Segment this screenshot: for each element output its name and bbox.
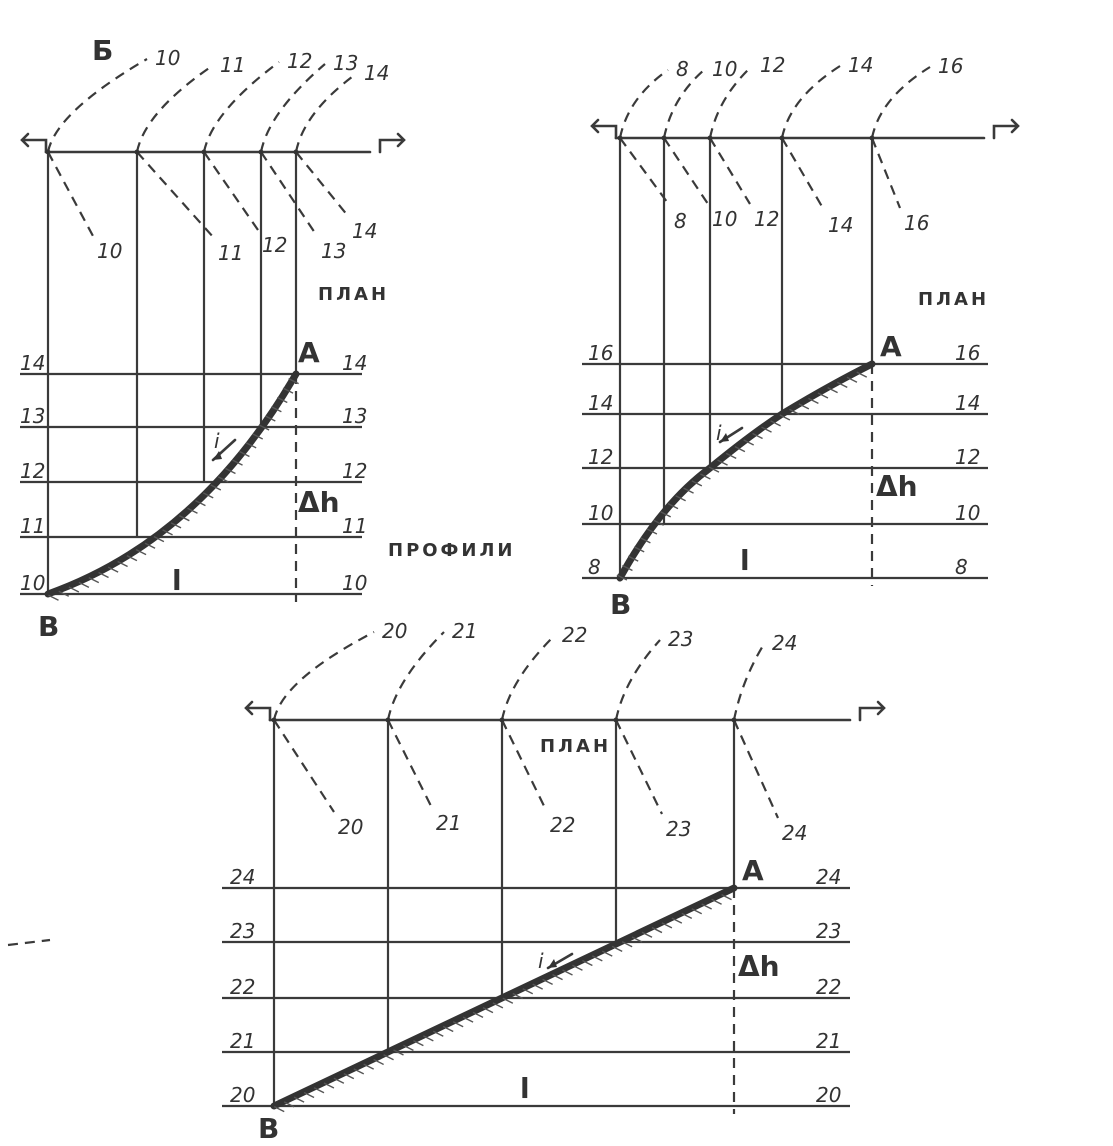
height-label: Δh: [298, 486, 340, 519]
plan-label: ПЛАН: [318, 284, 390, 305]
profile-label: ПРОФИЛИ: [388, 540, 516, 561]
plan-point: [386, 718, 391, 723]
contour-label-bottom: 14: [828, 213, 854, 237]
contour-leader-bottom: [664, 138, 708, 204]
level-label-right: 14: [342, 351, 368, 375]
contour-label-bottom: 10: [97, 239, 123, 263]
contour-label-bottom: 12: [262, 233, 288, 257]
level-label-right: 14: [955, 391, 981, 415]
slope-label: i: [716, 421, 722, 445]
contour-label-top: 10: [712, 57, 738, 81]
level-label-left: 21: [230, 1029, 256, 1053]
contour-leader-bottom: [872, 138, 900, 208]
plan-point: [618, 136, 623, 141]
level-label-right: 16: [955, 341, 981, 365]
contour-leader-top: [388, 632, 444, 720]
section-arrow-left: [592, 120, 616, 138]
contour-label-top: 14: [848, 53, 874, 77]
level-label-left: 10: [20, 571, 46, 595]
contour-leader-bottom: [502, 720, 546, 810]
level-label-left: 14: [588, 391, 614, 415]
contour-leader-top: [137, 66, 212, 152]
contour-leader-bottom: [48, 152, 93, 236]
contour-label-top: 11: [220, 53, 246, 77]
contour-leader-bottom: [782, 138, 824, 210]
contour-leader-top: [274, 632, 374, 720]
contour-label-bottom: 23: [666, 817, 692, 841]
contour-leader-top: [620, 70, 668, 138]
contour-leader-top: [872, 67, 930, 138]
contour-label-top: 16: [938, 54, 964, 78]
contour-label-bottom: 8: [674, 209, 687, 233]
contour-leader-bottom: [204, 152, 258, 230]
level-label-right: 13: [342, 404, 368, 428]
plan-point: [272, 718, 277, 723]
section-arrow-right: [860, 702, 884, 720]
panels: [20, 46, 1018, 1145]
length-label: l: [172, 564, 182, 597]
point-a-label: A: [880, 330, 902, 363]
contour-leader-top: [261, 64, 325, 152]
level-label-right: 11: [342, 514, 368, 538]
level-label-right: 24: [816, 865, 842, 889]
contour-label-bottom: 22: [550, 813, 576, 837]
plan-point: [46, 150, 51, 155]
contour-label-top: 12: [760, 53, 786, 77]
contour-label-top: 14: [364, 61, 390, 85]
point-a-label: A: [298, 336, 320, 369]
contour-label-bottom: 21: [436, 811, 462, 835]
contour-leader-bottom: [274, 720, 334, 812]
level-label-left: 14: [20, 351, 46, 375]
diagram-letter: Б: [92, 34, 114, 67]
height-label: Δh: [876, 470, 918, 503]
contour-label-top: 22: [562, 623, 588, 647]
plan-point: [294, 150, 299, 155]
plan-point: [259, 150, 264, 155]
plan-point: [135, 150, 140, 155]
level-label-left: 22: [230, 975, 256, 999]
plan-point: [708, 136, 713, 141]
panel-uniform: [222, 619, 884, 1145]
slope-hatch: [49, 595, 59, 600]
plan-label: ПЛАН: [540, 736, 612, 757]
contour-label-top: 10: [155, 46, 181, 70]
contour-label-top: 24: [772, 631, 798, 655]
plan-point: [870, 136, 875, 141]
level-label-right: 21: [816, 1029, 842, 1053]
level-label-left: 12: [20, 459, 46, 483]
section-arrow-right: [994, 120, 1018, 138]
plan-point: [780, 136, 785, 141]
contour-label-bottom: 20: [338, 815, 364, 839]
contour-label-top: 13: [333, 51, 359, 75]
contour-leader-top: [48, 59, 147, 152]
contour-label-bottom: 16: [904, 211, 930, 235]
level-label-right: 20: [816, 1083, 842, 1107]
point-a-label: A: [742, 854, 764, 887]
level-label-left: 16: [588, 341, 614, 365]
contour-leader-bottom: [710, 138, 750, 204]
point-b-label: B: [38, 610, 60, 643]
contour-leader-bottom: [261, 152, 317, 236]
plan-point: [662, 136, 667, 141]
slope-label: i: [538, 949, 544, 973]
contour-label-bottom: 24: [782, 821, 808, 845]
contour-label-bottom: 14: [352, 219, 378, 243]
contour-label-bottom: 12: [754, 207, 780, 231]
level-label-left: 12: [588, 445, 614, 469]
plan-point: [614, 718, 619, 723]
level-label-left: 10: [588, 501, 614, 525]
slope-label: i: [214, 429, 220, 453]
height-label: Δh: [738, 950, 780, 983]
panel-concave: [582, 53, 1018, 621]
level-label-right: 10: [342, 571, 368, 595]
contour-label-top: 12: [287, 49, 313, 73]
level-label-left: 20: [230, 1083, 256, 1107]
level-label-left: 24: [230, 865, 256, 889]
level-label-right: 12: [342, 459, 368, 483]
point-b-label: B: [610, 588, 632, 621]
contour-leader-top: [782, 66, 840, 138]
contour-leader-bottom: [388, 720, 432, 808]
contour-label-bottom: 10: [712, 207, 738, 231]
contour-leader-bottom: [137, 152, 214, 238]
slope-profile: [48, 374, 296, 594]
level-label-left: 11: [20, 514, 46, 538]
level-label-right: 12: [955, 445, 981, 469]
level-label-right: 22: [816, 975, 842, 999]
plan-point: [732, 718, 737, 723]
contour-leader-bottom: [616, 720, 662, 814]
plan-point: [500, 718, 505, 723]
section-arrow-left: [22, 134, 46, 152]
level-label-right: 23: [816, 919, 842, 943]
contour-leader-top: [734, 644, 764, 720]
length-label: l: [520, 1072, 530, 1105]
point-b-label: B: [258, 1112, 280, 1145]
length-label: l: [740, 544, 750, 577]
contour-leader-bottom: [296, 152, 348, 216]
contour-leader-bottom: [734, 720, 778, 818]
slope-hatch: [69, 587, 79, 592]
level-label-left: 8: [588, 555, 601, 579]
panel-convex: [20, 46, 516, 643]
level-label-right: 8: [955, 555, 968, 579]
section-arrow-left: [246, 702, 270, 720]
contour-leader-top: [616, 640, 660, 720]
section-arrow-right: [380, 134, 404, 152]
contour-label-bottom: 11: [218, 241, 244, 265]
level-label-right: 10: [955, 501, 981, 525]
contour-label-top: 20: [382, 619, 408, 643]
contour-label-top: 23: [668, 627, 694, 651]
contour-label-bottom: 13: [321, 239, 347, 263]
contour-leader-top: [502, 636, 554, 720]
slope-arrow-head: [548, 959, 557, 968]
level-label-left: 23: [230, 919, 256, 943]
contour-label-top: 8: [676, 57, 689, 81]
stray-mark: [8, 940, 50, 945]
plan-label: ПЛАН: [918, 289, 990, 310]
contour-leader-top: [296, 74, 356, 152]
contour-leader-bottom: [620, 138, 670, 206]
level-label-left: 13: [20, 404, 46, 428]
plan-point: [202, 150, 207, 155]
contour-label-top: 21: [452, 619, 478, 643]
